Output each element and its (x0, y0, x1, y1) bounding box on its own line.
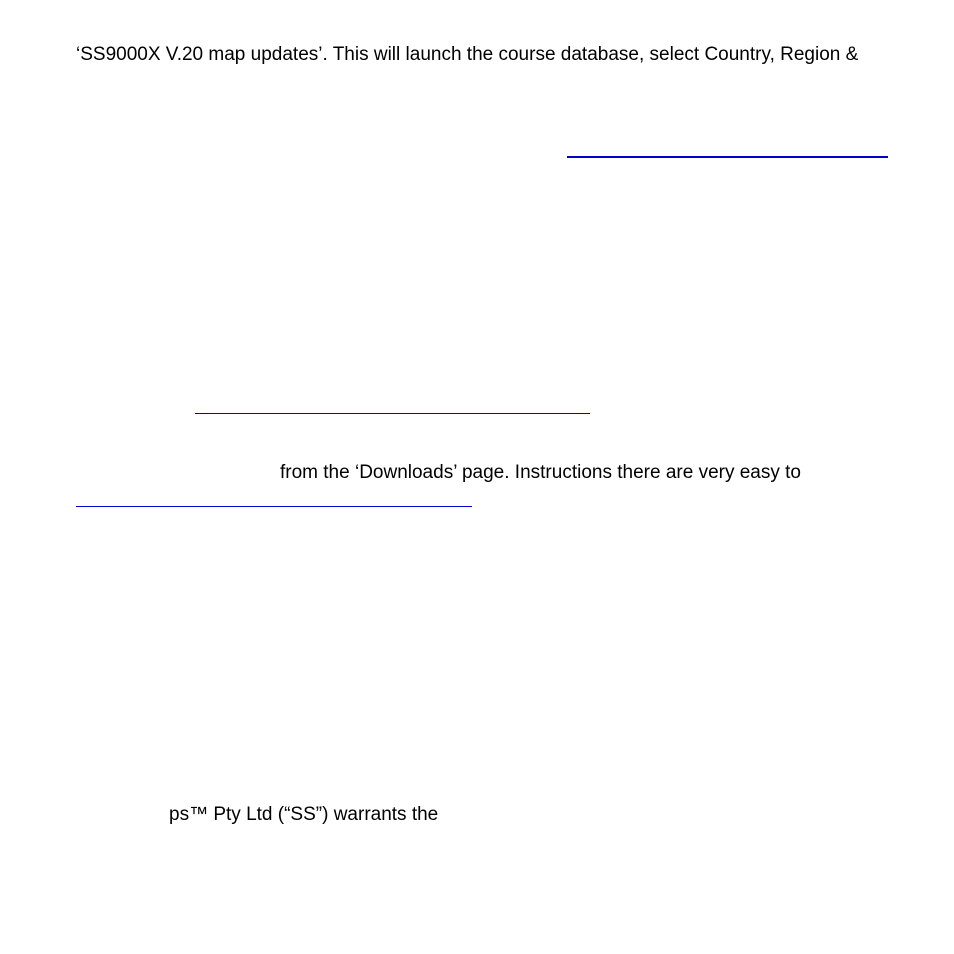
hyperlink-underline[interactable] (76, 506, 472, 507)
text-line-warranty: ps™ Pty Ltd (“SS”) warrants the (169, 804, 439, 825)
text-line-map-updates: ‘SS9000X V.20 map updates’. This will launch the course database, select Country, Region & (76, 44, 859, 65)
text-line-downloads: from the ‘Downloads’ page. Instructions there are very easy to (280, 462, 801, 483)
hyperlink-underline[interactable] (195, 413, 590, 414)
hyperlink-underline[interactable] (567, 156, 888, 158)
